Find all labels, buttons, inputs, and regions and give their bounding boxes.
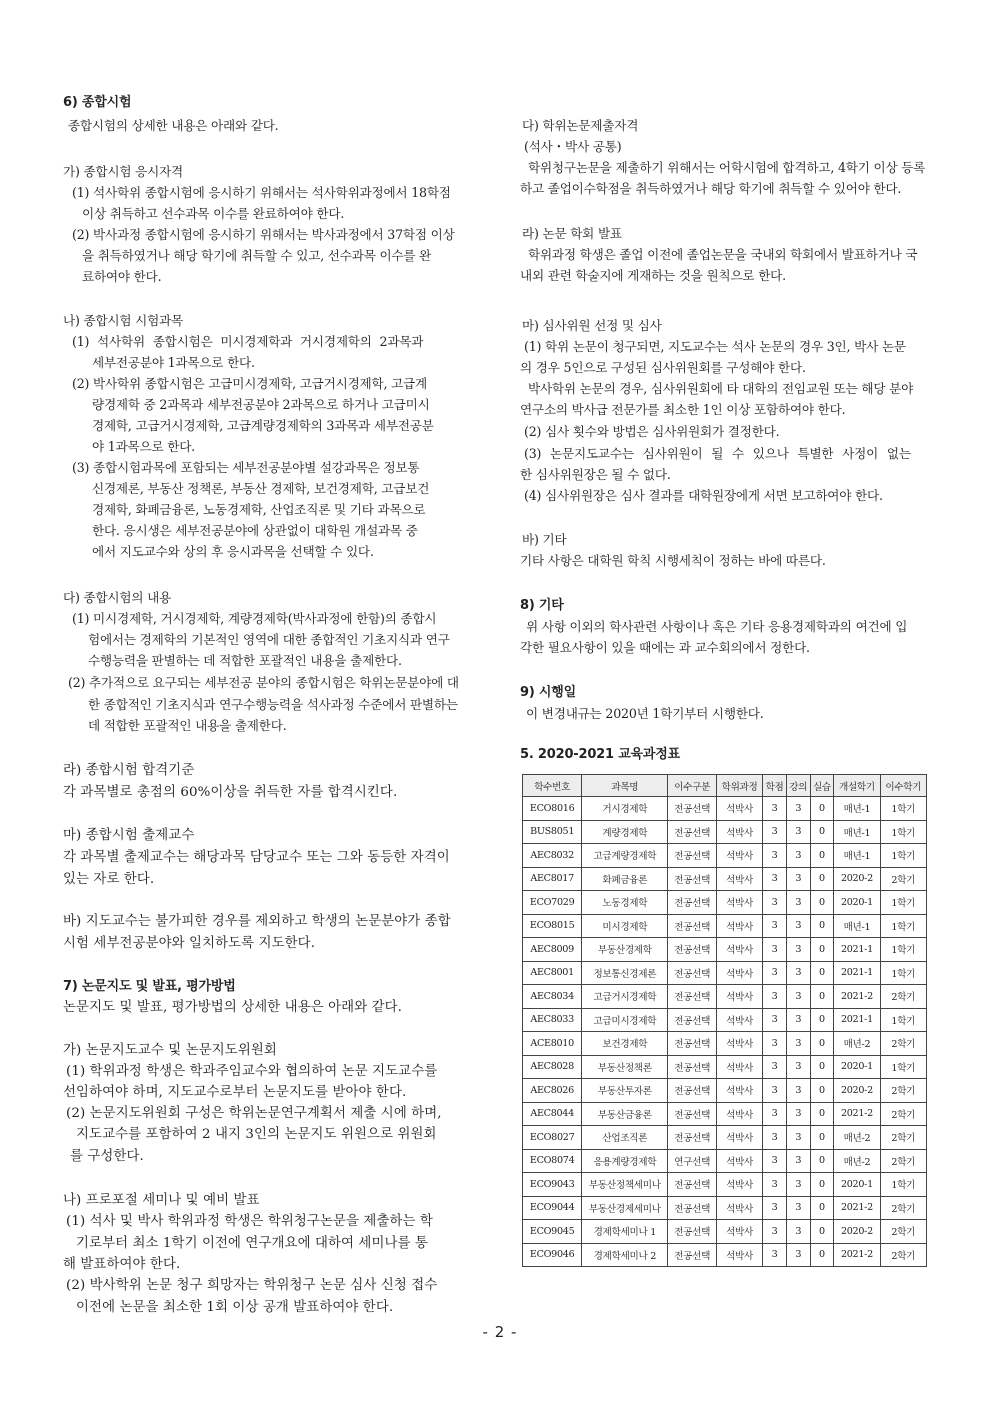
cell-course-name: 고급거시경제학: [582, 985, 668, 1009]
paragraph-line: 박사학위 논문의 경우, 심사위원회에 타 대학의 전임교원 또는 해당 분야: [528, 381, 914, 396]
column-header-course-name: 과목명: [582, 775, 668, 797]
cell-course-name: 응용계량경제학: [582, 1149, 668, 1173]
cell-practice: 0: [810, 1055, 834, 1079]
paragraph-line: 세부전공분야 1과목으로 한다.: [92, 355, 255, 370]
table-row: [523, 1126, 927, 1150]
cell-completion-term: 1학기: [880, 1055, 926, 1079]
cell-completion-term: 1학기: [880, 1008, 926, 1032]
paragraph-line: 해 발표하여야 한다.: [63, 1257, 181, 1272]
column-header-degree: 학위과정: [716, 775, 762, 797]
column-header-completion-term: 이수학기: [880, 775, 926, 797]
cell-course-name: 보건경제학: [582, 1032, 668, 1056]
heading-advisor-committee: 가) 논문지도교수 및 논문지도위원회: [63, 1043, 277, 1058]
cell-completion-term: 1학기: [880, 914, 926, 938]
cell-lecture: 3: [786, 1220, 810, 1244]
paragraph-line: (1) 학위 논문이 청구되면, 지도교수는 석사 논문의 경우 3인, 박사 논문: [524, 339, 906, 354]
paragraph-line: (2) 박사학위 종합시험은 고급미시경제학, 고급거시경제학, 고급계: [72, 376, 427, 391]
cell-course-name: 부동산정책론: [582, 1055, 668, 1079]
paragraph-line: 지도교수를 포함하여 2 내지 3인의 논문지도 위원으로 위원회: [76, 1127, 437, 1142]
paragraph-line: 료하여야 한다.: [82, 269, 162, 284]
cell-course-code: ACE8010: [523, 1032, 582, 1056]
paragraph-line: 각한 필요사항이 있을 때에는 과 교수회의에서 정한다.: [520, 640, 810, 655]
cell-course-code: ECO8015: [523, 914, 582, 938]
table-row: [523, 1196, 927, 1220]
cell-course-code: ECO8016: [523, 797, 582, 821]
cell-course-code: ECO9046: [523, 1243, 582, 1267]
cell-lecture: 3: [786, 1102, 810, 1126]
cell-course-name: 정보통신경제론: [582, 961, 668, 985]
paragraph-line: 시험 세부전공분야와 일치하도록 지도한다.: [63, 936, 316, 951]
cell-practice: 0: [810, 1173, 834, 1197]
paragraph-line: (1) 학위과정 학생은 학과주임교수와 협의하여 논문 지도교수를: [66, 1064, 438, 1079]
cell-credits: 3: [763, 1126, 787, 1150]
section-9-title: 9) 시행일: [520, 685, 576, 700]
cell-credits: 3: [763, 985, 787, 1009]
cell-completion-term: 1학기: [880, 820, 926, 844]
cell-course-code: AEC8032: [523, 844, 582, 868]
cell-course-name: 거시경제학: [582, 797, 668, 821]
cell-degree: 석박사: [716, 914, 762, 938]
cell-offered-term: 매년-2: [834, 1126, 880, 1150]
paragraph-line: 각 과목별 출제교수는 해당과목 담당교수 또는 그와 동등한 자격이: [63, 850, 450, 865]
cell-course-code: AEC8001: [523, 961, 582, 985]
cell-credits: 3: [763, 1102, 787, 1126]
cell-offered-term: 매년-2: [834, 1032, 880, 1056]
heading-thesis-eligibility: 다) 학위논문제출자격: [522, 118, 639, 133]
section-6-intro: 종합시험의 상세한 내용은 아래와 같다.: [68, 118, 279, 133]
cell-course-code: ECO9045: [523, 1220, 582, 1244]
cell-lecture: 3: [786, 1032, 810, 1056]
cell-practice: 0: [810, 1220, 834, 1244]
cell-degree: 석박사: [716, 1173, 762, 1197]
table-row: [523, 867, 927, 891]
paragraph-line: 각 과목별로 총점의 60%이상을 취득한 자를 합격시킨다.: [63, 785, 398, 800]
paragraph-line: 량경제학 중 2과목과 세부전공분야 2과목으로 하거나 고급미시: [92, 397, 430, 412]
cell-course-name: 산업조직론: [582, 1126, 668, 1150]
paragraph-line: 를 구성한다.: [70, 1149, 144, 1164]
cell-category: 전공선택: [668, 1126, 716, 1150]
cell-course-code: ECO9044: [523, 1196, 582, 1220]
cell-category: 전공선택: [668, 1008, 716, 1032]
cell-completion-term: 1학기: [880, 938, 926, 962]
cell-category: 연구선택: [668, 1149, 716, 1173]
section-7-intro: 논문지도 및 발표, 평가방법의 상세한 내용은 아래와 같다.: [63, 1000, 403, 1015]
cell-category: 전공선택: [668, 844, 716, 868]
paragraph-line: (1) 미시경제학, 거시경제학, 계량경제학(박사과정에 한함)의 종합시: [72, 611, 437, 626]
cell-completion-term: 2학기: [880, 867, 926, 891]
cell-offered-term: 2021-2: [834, 1243, 880, 1267]
cell-offered-term: 2020-2: [834, 1220, 880, 1244]
cell-practice: 0: [810, 867, 834, 891]
column-header-credits: 학점: [763, 775, 787, 797]
cell-degree: 석박사: [716, 961, 762, 985]
table-row: [523, 1102, 927, 1126]
cell-offered-term: 매년-2: [834, 1149, 880, 1173]
curriculum-table: [522, 774, 927, 1267]
cell-degree: 석박사: [716, 938, 762, 962]
cell-category: 전공선택: [668, 961, 716, 985]
paragraph-line: (3) 종합시험과목에 포함되는 세부전공분야별 설강과목은 정보통: [72, 460, 420, 475]
section-7-title: 7) 논문지도 및 발표, 평가방법: [63, 979, 236, 994]
cell-completion-term: 1학기: [880, 844, 926, 868]
cell-credits: 3: [763, 797, 787, 821]
cell-lecture: 3: [786, 1126, 810, 1150]
paragraph-line: 기로부터 최소 1학기 이전에 연구개요에 대하여 세미나를 통: [76, 1236, 428, 1251]
cell-credits: 3: [763, 1008, 787, 1032]
cell-category: 전공선택: [668, 891, 716, 915]
heading-exam-subjects: 나) 종합시험 시험과목: [63, 313, 184, 328]
paragraph-line: 한 종합적인 기초지식과 연구수행능력을 석사과정 수준에서 판별하는: [88, 697, 458, 712]
cell-degree: 석박사: [716, 820, 762, 844]
cell-course-name: 노동경제학: [582, 891, 668, 915]
table-body: [523, 797, 927, 1267]
cell-course-name: 부동산경제세미나: [582, 1196, 668, 1220]
cell-category: 전공선택: [668, 1032, 716, 1056]
cell-offered-term: 2021-1: [834, 961, 880, 985]
cell-lecture: 3: [786, 844, 810, 868]
cell-category: 전공선택: [668, 1173, 716, 1197]
cell-offered-term: 매년-1: [834, 844, 880, 868]
cell-completion-term: 2학기: [880, 1196, 926, 1220]
cell-degree: 석박사: [716, 867, 762, 891]
table-row: [523, 1008, 927, 1032]
paragraph-line: (2) 박사학위 논문 청구 희망자는 학위청구 논문 심사 신청 접수: [66, 1278, 438, 1293]
cell-degree: 석박사: [716, 1243, 762, 1267]
paragraph-line: 이전에 논문을 최소한 1회 이상 공개 발표하여야 한다.: [76, 1300, 394, 1315]
cell-category: 전공선택: [668, 985, 716, 1009]
cell-practice: 0: [810, 820, 834, 844]
cell-category: 전공선택: [668, 1079, 716, 1103]
cell-lecture: 3: [786, 1079, 810, 1103]
cell-category: 전공선택: [668, 1220, 716, 1244]
cell-credits: 3: [763, 820, 787, 844]
cell-practice: 0: [810, 1126, 834, 1150]
table-row: [523, 1173, 927, 1197]
cell-credits: 3: [763, 1173, 787, 1197]
subheading-common: (석사・박사 공통): [524, 139, 622, 154]
cell-course-name: 부동산금융론: [582, 1102, 668, 1126]
paragraph-line: (2) 박사과정 종합시험에 응시하기 위해서는 박사과정에서 37학점 이상: [72, 227, 455, 242]
cell-practice: 0: [810, 844, 834, 868]
cell-category: 전공선택: [668, 867, 716, 891]
curriculum-table-title: 5. 2020-2021 교육과정표: [520, 747, 680, 762]
cell-course-code: ECO8074: [523, 1149, 582, 1173]
cell-credits: 3: [763, 914, 787, 938]
page-number: - 2 -: [482, 1323, 518, 1341]
paragraph-line: 학위청구논문을 제출하기 위해서는 어학시험에 합격하고, 4학기 이상 등록: [528, 160, 926, 175]
cell-practice: 0: [810, 961, 834, 985]
cell-degree: 석박사: [716, 1196, 762, 1220]
column-header-practice: 실습: [810, 775, 834, 797]
cell-lecture: 3: [786, 961, 810, 985]
heading-pass-criteria: 라) 종합시험 합격기준: [63, 763, 195, 778]
cell-offered-term: 매년-1: [834, 914, 880, 938]
paragraph-line: (1) 석사학위 종합시험에 응시하기 위해서는 석사학위과정에서 18학점: [72, 185, 451, 200]
heading-review-committee: 마) 심사위원 선정 및 심사: [522, 318, 662, 333]
cell-lecture: 3: [786, 891, 810, 915]
cell-practice: 0: [810, 1008, 834, 1032]
cell-credits: 3: [763, 844, 787, 868]
paragraph-line: 선임하여야 하며, 지도교수로부터 논문지도를 받아야 한다.: [63, 1085, 407, 1100]
cell-category: 전공선택: [668, 1196, 716, 1220]
paragraph-line: 한다. 응시생은 세부전공분야에 상관없이 대학원 개설과목 중: [92, 523, 418, 538]
cell-lecture: 3: [786, 797, 810, 821]
cell-degree: 석박사: [716, 844, 762, 868]
paragraph-line: (2) 논문지도위원회 구성은 학위논문연구계획서 제출 시에 하며,: [66, 1106, 442, 1121]
cell-lecture: 3: [786, 1055, 810, 1079]
cell-completion-term: 2학기: [880, 1149, 926, 1173]
cell-degree: 석박사: [716, 1079, 762, 1103]
table-row: [523, 1149, 927, 1173]
cell-offered-term: 2020-2: [834, 1079, 880, 1103]
cell-category: 전공선택: [668, 914, 716, 938]
paragraph-line: 에서 지도교수와 상의 후 응시과목을 선택할 수 있다.: [92, 544, 374, 559]
cell-completion-term: 1학기: [880, 961, 926, 985]
cell-credits: 3: [763, 891, 787, 915]
cell-lecture: 3: [786, 820, 810, 844]
cell-offered-term: 2021-2: [834, 1196, 880, 1220]
cell-offered-term: 2021-2: [834, 1102, 880, 1126]
cell-credits: 3: [763, 938, 787, 962]
cell-practice: 0: [810, 1196, 834, 1220]
cell-course-code: ECO8027: [523, 1126, 582, 1150]
heading-proposal-seminar: 나) 프로포절 세미나 및 예비 발표: [63, 1193, 260, 1208]
cell-practice: 0: [810, 938, 834, 962]
cell-course-name: 부동산투자론: [582, 1079, 668, 1103]
cell-practice: 0: [810, 1243, 834, 1267]
table-row: [523, 797, 927, 821]
paragraph-line: 험에서는 경제학의 기본적인 영역에 대한 종합적인 기초지식과 연구: [88, 632, 450, 647]
cell-lecture: 3: [786, 1243, 810, 1267]
paragraph-line: 있는 자로 한다.: [63, 872, 155, 887]
column-header-offered-term: 개설학기: [834, 775, 880, 797]
table-row: [523, 1079, 927, 1103]
cell-offered-term: 2020-1: [834, 891, 880, 915]
cell-completion-term: 2학기: [880, 1079, 926, 1103]
cell-credits: 3: [763, 1196, 787, 1220]
cell-degree: 석박사: [716, 1032, 762, 1056]
paragraph-line: 수행능력을 판별하는 데 적합한 포괄적인 내용을 출제한다.: [88, 653, 402, 668]
cell-practice: 0: [810, 797, 834, 821]
cell-category: 전공선택: [668, 1055, 716, 1079]
cell-course-name: 경제학세미나 2: [582, 1243, 668, 1267]
paragraph-line: (4) 심사위원장은 심사 결과를 대학원장에게 서면 보고하여야 한다.: [524, 488, 883, 503]
cell-credits: 3: [763, 1243, 787, 1267]
cell-offered-term: 2020-2: [834, 867, 880, 891]
cell-course-code: ECO7029: [523, 891, 582, 915]
paragraph-line: 신경제론, 부동산 정책론, 부동산 경제학, 보건경제학, 고급보건: [92, 481, 430, 496]
paragraph-line: (1) 석사 및 박사 학위과정 학생은 학위청구논문을 제출하는 학: [66, 1214, 433, 1229]
table-row: [523, 844, 927, 868]
heading-other: 바) 기타: [522, 532, 567, 547]
cell-completion-term: 2학기: [880, 1126, 926, 1150]
cell-credits: 3: [763, 867, 787, 891]
paragraph-line: 하고 졸업이수학점을 취득하였거나 해당 학기에 취득할 수 있어야 한다.: [520, 181, 902, 196]
paragraph-line: 학위과정 학생은 졸업 이전에 졸업논문을 국내외 학회에서 발표하거나 국: [528, 247, 918, 262]
cell-course-name: 고급계량경제학: [582, 844, 668, 868]
cell-course-code: AEC8033: [523, 1008, 582, 1032]
cell-course-code: AEC8044: [523, 1102, 582, 1126]
cell-practice: 0: [810, 1032, 834, 1056]
cell-offered-term: 2021-1: [834, 1008, 880, 1032]
table-row: [523, 1220, 927, 1244]
table-row: [523, 1032, 927, 1056]
cell-course-code: AEC8009: [523, 938, 582, 962]
cell-lecture: 3: [786, 1149, 810, 1173]
cell-degree: 석박사: [716, 985, 762, 1009]
cell-completion-term: 1학기: [880, 891, 926, 915]
cell-completion-term: 2학기: [880, 1243, 926, 1267]
cell-lecture: 3: [786, 867, 810, 891]
cell-category: 전공선택: [668, 1243, 716, 1267]
table-row: [523, 1243, 927, 1267]
cell-credits: 3: [763, 1220, 787, 1244]
paragraph-line: 위 사항 이외의 학사관련 사항이나 혹은 기타 응용경제학과의 여건에 입: [526, 619, 908, 634]
cell-category: 전공선택: [668, 938, 716, 962]
heading-conference-presentation: 라) 논문 학회 발표: [522, 226, 622, 241]
cell-completion-term: 2학기: [880, 1102, 926, 1126]
column-header-course-code: 학수번호: [523, 775, 582, 797]
table-header-row: [523, 775, 927, 797]
paragraph-line: 을 취득하였거나 해당 학기에 취득할 수 있고, 선수과목 이수를 완: [82, 248, 432, 263]
cell-category: 전공선택: [668, 820, 716, 844]
cell-degree: 석박사: [716, 797, 762, 821]
paragraph-line: 바) 지도교수는 불가피한 경우를 제외하고 학생의 논문분야가 종합: [63, 914, 451, 929]
cell-course-code: ECO9043: [523, 1173, 582, 1197]
cell-offered-term: 매년-1: [834, 797, 880, 821]
heading-exam-eligibility: 가) 종합시험 응시자격: [63, 164, 184, 179]
cell-completion-term: 1학기: [880, 1173, 926, 1197]
table-row: [523, 961, 927, 985]
cell-degree: 석박사: [716, 1149, 762, 1173]
cell-degree: 석박사: [716, 1220, 762, 1244]
paragraph-line: (2) 심사 횟수와 방법은 심사위원회가 결정한다.: [524, 424, 780, 439]
cell-degree: 석박사: [716, 1126, 762, 1150]
cell-credits: 3: [763, 1032, 787, 1056]
cell-practice: 0: [810, 891, 834, 915]
paragraph-line: 한 심사위원장은 될 수 없다.: [520, 467, 671, 482]
cell-practice: 0: [810, 1079, 834, 1103]
cell-credits: 3: [763, 961, 787, 985]
cell-lecture: 3: [786, 938, 810, 962]
cell-lecture: 3: [786, 1008, 810, 1032]
cell-lecture: 3: [786, 914, 810, 938]
paragraph-line: (3) 논문지도교수는 심사위원이 될 수 있으나 특별한 사정이 없는: [524, 446, 911, 461]
paragraph-line: 연구소의 박사급 전문가를 최소한 1인 이상 포함하여야 한다.: [520, 402, 846, 417]
cell-offered-term: 2021-2: [834, 985, 880, 1009]
paragraph-line: (1) 석사학위 종합시험은 미시경제학과 거시경제학의 2과목과: [72, 334, 424, 349]
cell-completion-term: 1학기: [880, 797, 926, 821]
table-row: [523, 914, 927, 938]
cell-course-code: BUS8051: [523, 820, 582, 844]
cell-course-code: AEC8026: [523, 1079, 582, 1103]
cell-course-name: 부동산경제학: [582, 938, 668, 962]
cell-degree: 석박사: [716, 1102, 762, 1126]
cell-credits: 3: [763, 1149, 787, 1173]
paragraph-line: 기타 사항은 대학원 학칙 시행세칙이 정하는 바에 따른다.: [520, 553, 826, 568]
cell-practice: 0: [810, 1149, 834, 1173]
cell-course-code: AEC8028: [523, 1055, 582, 1079]
cell-course-name: 계량경제학: [582, 820, 668, 844]
table-row: [523, 820, 927, 844]
cell-practice: 0: [810, 1102, 834, 1126]
cell-degree: 석박사: [716, 1055, 762, 1079]
cell-practice: 0: [810, 985, 834, 1009]
cell-course-name: 고급미시경제학: [582, 1008, 668, 1032]
cell-course-name: 부동산정책세미나: [582, 1173, 668, 1197]
heading-exam-professor: 마) 종합시험 출제교수: [63, 828, 195, 843]
column-header-category: 이수구분: [668, 775, 716, 797]
cell-offered-term: 2020-1: [834, 1055, 880, 1079]
cell-offered-term: 2020-1: [834, 1173, 880, 1197]
table-row: [523, 891, 927, 915]
column-header-lecture: 강의: [786, 775, 810, 797]
cell-offered-term: 매년-1: [834, 820, 880, 844]
paragraph-line: 이 변경내규는 2020년 1학기부터 시행한다.: [526, 706, 764, 721]
cell-degree: 석박사: [716, 891, 762, 915]
cell-category: 전공선택: [668, 1102, 716, 1126]
cell-category: 전공선택: [668, 797, 716, 821]
table-row: [523, 938, 927, 962]
section-6-title: 6) 종합시험: [63, 95, 132, 110]
cell-lecture: 3: [786, 985, 810, 1009]
cell-completion-term: 2학기: [880, 1220, 926, 1244]
paragraph-line: 내외 관련 학술지에 게재하는 것을 원칙으로 한다.: [520, 268, 786, 283]
paragraph-line: 의 경우 5인으로 구성된 심사위원회를 구성해야 한다.: [520, 360, 806, 375]
cell-course-name: 화폐금융론: [582, 867, 668, 891]
heading-exam-content: 다) 종합시험의 내용: [63, 590, 172, 605]
cell-practice: 0: [810, 914, 834, 938]
table-row: [523, 1055, 927, 1079]
cell-degree: 석박사: [716, 1008, 762, 1032]
cell-credits: 3: [763, 1079, 787, 1103]
paragraph-line: 데 적합한 포괄적인 내용을 출제한다.: [88, 718, 287, 733]
cell-course-name: 미시경제학: [582, 914, 668, 938]
cell-course-name: 경제학세미나 1: [582, 1220, 668, 1244]
cell-credits: 3: [763, 1055, 787, 1079]
paragraph-line: 경제학, 화폐금융론, 노동경제학, 산업조직론 및 기타 과목으로: [92, 502, 426, 517]
cell-course-code: AEC8034: [523, 985, 582, 1009]
cell-lecture: 3: [786, 1173, 810, 1197]
paragraph-line: 이상 취득하고 선수과목 이수를 완료하여야 한다.: [82, 206, 345, 221]
cell-course-code: AEC8017: [523, 867, 582, 891]
table-row: [523, 985, 927, 1009]
cell-lecture: 3: [786, 1196, 810, 1220]
section-8-title: 8) 기타: [520, 598, 564, 613]
cell-completion-term: 2학기: [880, 1032, 926, 1056]
cell-completion-term: 2학기: [880, 985, 926, 1009]
cell-offered-term: 2021-1: [834, 938, 880, 962]
paragraph-line: (2) 추가적으로 요구되는 세부전공 분야의 종합시험은 학위논문분야에 대: [68, 675, 459, 690]
paragraph-line: 경제학, 고급거시경제학, 고급계량경제학의 3과목과 세부전공분: [92, 418, 434, 433]
paragraph-line: 야 1과목으로 한다.: [92, 439, 195, 454]
